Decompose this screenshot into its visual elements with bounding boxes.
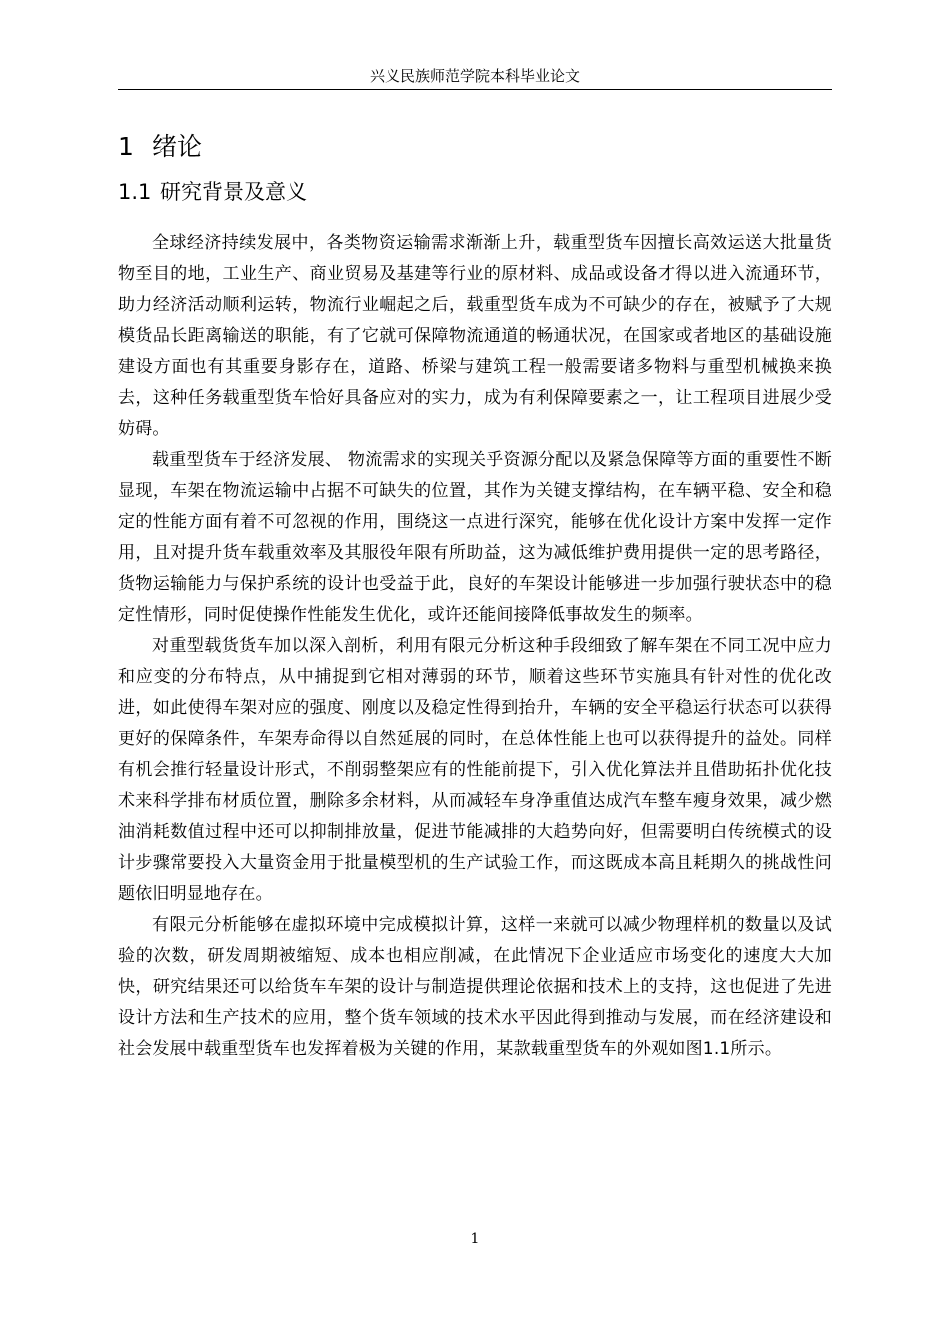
body-text (118, 228, 832, 1065)
chapter-title: 绪论 (152, 132, 203, 161)
running-header: 兴义民族师范学院本科毕业论文 (369, 67, 580, 85)
chapter-number: 1 (118, 132, 134, 161)
paragraph: 对重型载货货车加以深入剖析，利用有限元分析这种手段细致了解车架在不同工况中应力和应变的分布特点，从中捕捉到它相对薄弱的环节，顺着这些环节实施具有针对性的优化改进，如此使得车架对应的强度、刚度以及稳定性得到抬升，车辆的安全平稳运行状态可以获得更好的保障条件，车架寿命得以自然延展的同时，在总体性能上也可以获得提升的益处。同样有机会推行轻量设计形式，不削弱整架应有的性能前提下，引入优化算法并且借助拓扑优化技术来科学排布材质位置，删除多余材料，从而减轻车身净重值达成汽车整车瘦身效果，减少燃油消耗数值过程中还可以抑制排放量，促进节能减排的大趋势向好，但需要明白传统模式的设计步骤常要投入大量资金用于批量模型机的生产试验工作，而这既成本高且耗期久的挑战性问题依旧明显地存在。 (118, 636, 832, 904)
section-number: 1.1 (118, 180, 152, 204)
section-heading (118, 177, 307, 207)
paragraph: 载重型货车于经济发展、 物流需求的实现关乎资源分配以及紧急保障等方面的重要性不断显现，车架在物流运输中占据不可缺失的位置，其作为关键支撑结构，在车辆平稳、安全和稳定的性能方面有着不可忽视的作用，围绕这一点进行深究，能够在优化设计方案中发挥一定作用，且对提升货车载重效率及其服役年限有所助益，这为减低维护费用提供一定的思考路径，货物运输能力与保护系统的设计也受益于此，良好的车架设计能够进一步加强行驶状态中的稳定性情形，同时促使操作性能发生优化，或许还能间接降低事故发生的频率。 (118, 450, 832, 625)
section-title: 研究背景及意义 (160, 180, 307, 204)
paragraph: 有限元分析能够在虚拟环境中完成模拟计算，这样一来就可以减少物理样机的数量以及试验的次数，研发周期被缩短、成本也相应削减，在此情况下企业适应市场变化的速度大大加快，研究结果还可以给货车车架的设计与制造提供理论依据和技术上的支持，这也促进了先进设计方法和生产技术的应用，整个货车领域的技术水平因此得到推动与发展，而在经济建设和社会发展中载重型货车也发挥着极为关键的作用，某款载重型货车的外观如图1.1所示。 (118, 915, 832, 1059)
chapter-heading (118, 130, 202, 164)
paragraph: 全球经济持续发展中，各类物资运输需求渐渐上升，载重型货车因擅长高效运送大批量货物至目的地，工业生产、商业贸易及基建等行业的原材料、成品或设备才得以进入流通环节，助力经济活动顺利运转，物流行业崛起之后，载重型货车成为不可缺少的存在，被赋予了大规模货品长距离输送的职能，有了它就可保障物流通道的畅通状况，在国家或者地区的基础设施建设方面也有其重要身影存在，道路、桥梁与建筑工程一般需要诸多物料与重型机械换来换去，这种任务载重型货车恰好具备应对的实力，成为有利保障要素之一，让工程项目进展少受妨碍。 (118, 233, 832, 439)
page-number: 1 (470, 1231, 480, 1247)
header-rule (118, 89, 832, 90)
